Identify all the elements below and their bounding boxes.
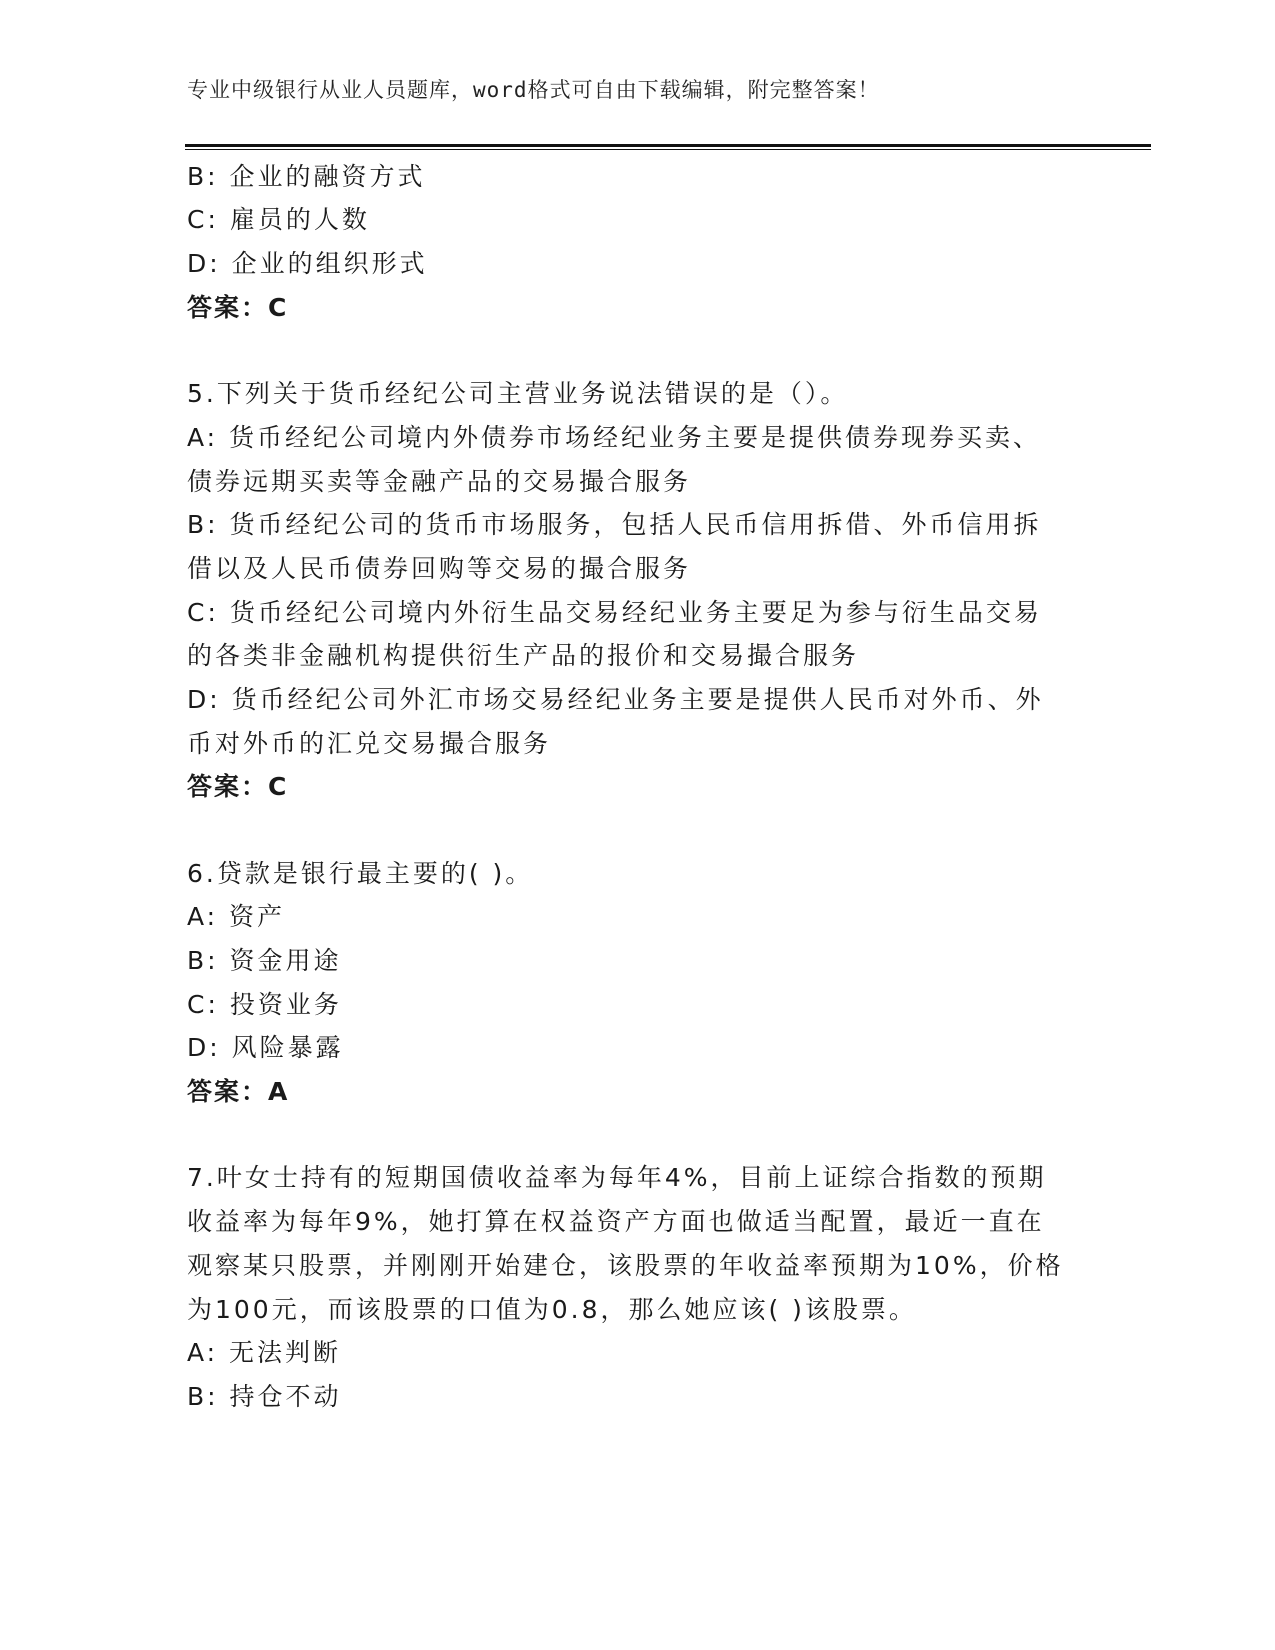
option-c-cont: 的各类非金融机构提供衍生产品的报价和交易撮合服务 (187, 641, 860, 670)
answer-line: 答案：A (187, 1077, 290, 1106)
option-a: A: 资产 (187, 902, 286, 931)
answer-line: 答案：C (187, 772, 289, 801)
option-b: B: 资金用途 (187, 946, 342, 975)
header-rule-thin (185, 149, 1151, 150)
question-7-cont: 为100元，而该股票的口值为0.8，那么她应该( )该股票。 (187, 1295, 917, 1324)
option-d-cont: 币对外币的汇兑交易撮合服务 (187, 729, 552, 758)
option-c: C: 投资业务 (187, 990, 342, 1019)
option-a: A: 货币经纪公司境内外债券市场经纪业务主要是提供债券现券买卖、 (187, 423, 1042, 452)
header-rule-thick (185, 144, 1151, 147)
option-d: D: 企业的组织形式 (187, 249, 428, 278)
option-b: B: 企业的融资方式 (187, 162, 426, 191)
option-b: B: 持仓不动 (187, 1382, 342, 1411)
page-header: 专业中级银行从业人员题库，word格式可自由下载编辑，附完整答案！ (187, 78, 880, 102)
option-b-cont: 借以及人民币债券回购等交易的撮合服务 (187, 554, 692, 583)
question-7-cont: 观察某只股票，并刚刚开始建仓，该股票的年收益率预期为10%，价格 (187, 1251, 1064, 1280)
option-d: D: 风险暴露 (187, 1033, 344, 1062)
option-b: B: 货币经纪公司的货币市场服务，包括人民币信用拆借、外币信用拆 (187, 510, 1042, 539)
option-a-cont: 债券远期买卖等金融产品的交易撮合服务 (187, 467, 692, 496)
option-c: C: 货币经纪公司境内外衍生品交易经纪业务主要足为参与衍生品交易 (187, 598, 1042, 627)
question-6: 6.贷款是银行最主要的( )。 (187, 859, 534, 888)
question-7: 7.叶女士持有的短期国债收益率为每年4%，目前上证综合指数的预期 (187, 1163, 1047, 1192)
option-c: C: 雇员的人数 (187, 205, 370, 234)
option-a: A: 无法判断 (187, 1338, 342, 1367)
option-d: D: 货币经纪公司外汇市场交易经纪业务主要是提供人民币对外币、外 (187, 685, 1044, 714)
question-7-cont: 收益率为每年9%，她打算在权益资产方面也做适当配置，最近一直在 (187, 1207, 1045, 1236)
question-5: 5.下列关于货币经纪公司主营业务说法错误的是（）。 (187, 379, 849, 408)
answer-line: 答案：C (187, 293, 289, 322)
